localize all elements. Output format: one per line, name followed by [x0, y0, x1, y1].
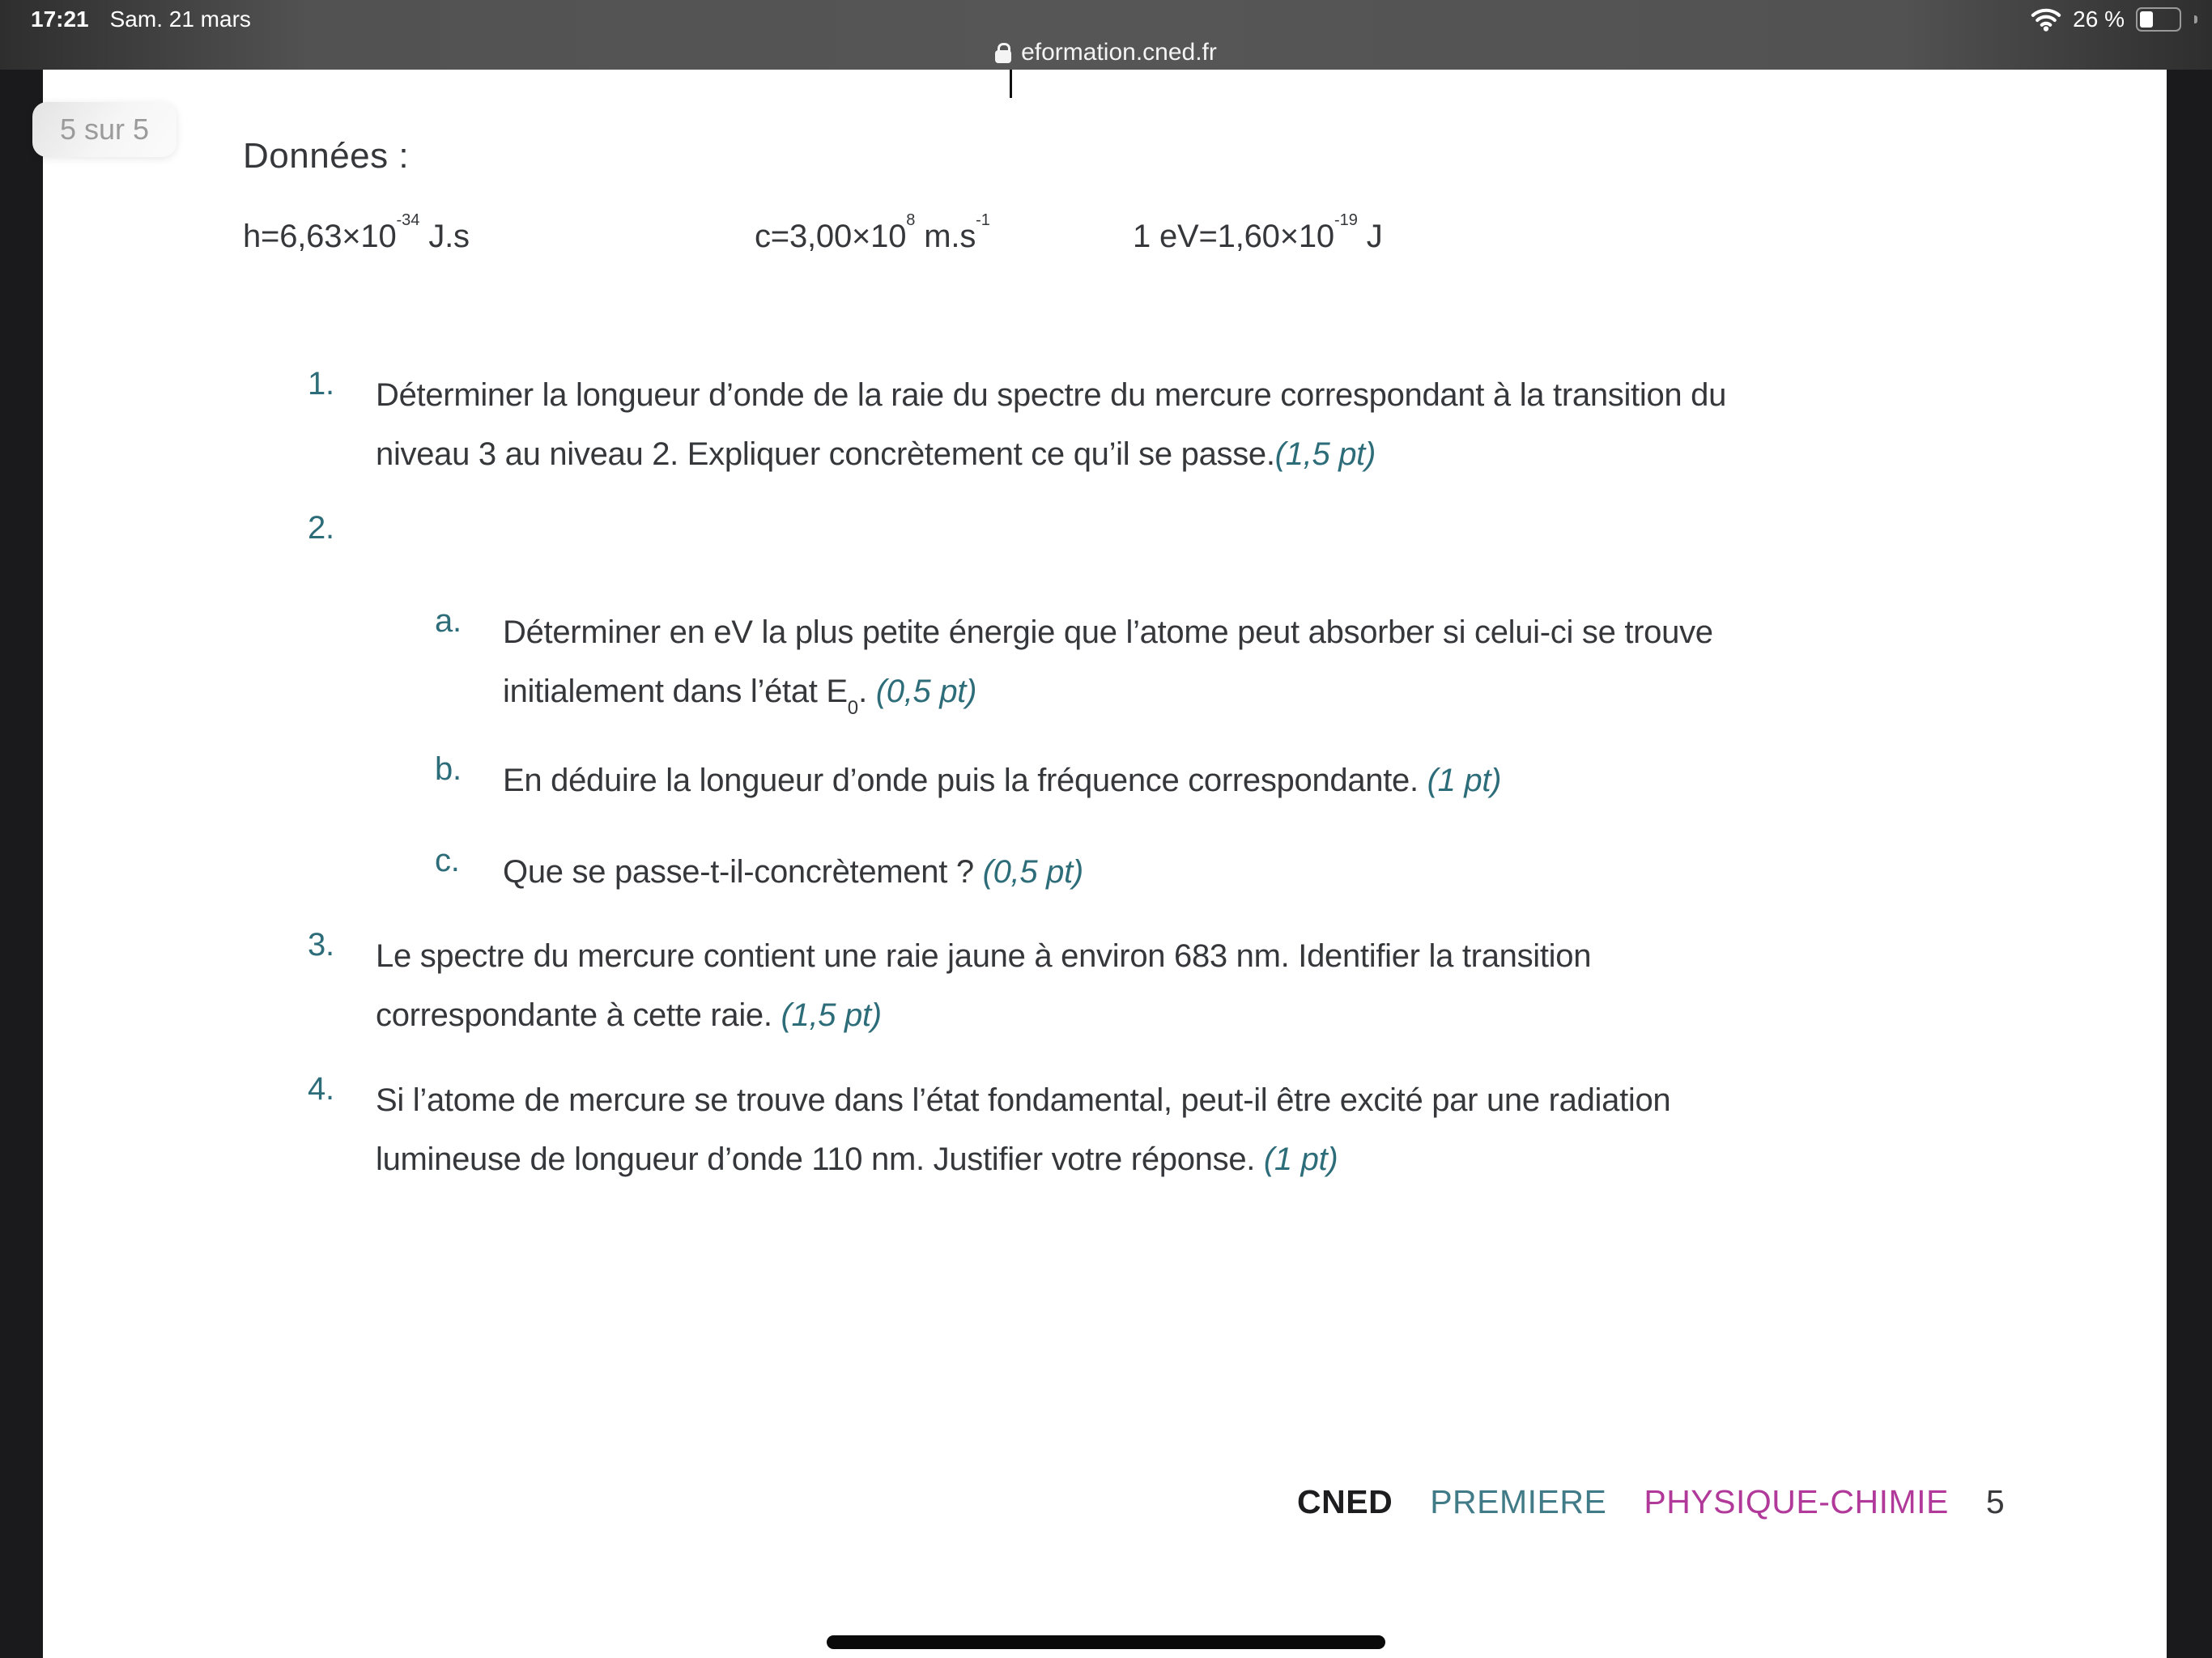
- left-letterbox: [0, 70, 43, 1658]
- date: Sam. 21 mars: [109, 6, 251, 32]
- lock-icon: [995, 50, 1011, 63]
- address-bar[interactable]: [0, 36, 2212, 70]
- battery-cap-icon: [2194, 15, 2197, 23]
- question-text: Le spectre du mercure contient une raie jaune à environ 683 nm. Identifier la transition correspondante à cette raie. (1,5 pt): [376, 938, 1592, 1033]
- question-2a: [435, 603, 1713, 733]
- battery-icon: [2136, 7, 2181, 32]
- question-1: [308, 366, 1726, 484]
- question-letter: c.: [435, 843, 460, 878]
- question-letter: b.: [435, 751, 462, 787]
- page-count-badge: [32, 102, 177, 157]
- clock: 17:21: [31, 6, 89, 32]
- data-heading: Données :: [243, 136, 410, 176]
- question-text: Que se passe-t-il-concrètement ? (0,5 pt): [503, 854, 1083, 890]
- battery-percent-label: 26 %: [2073, 6, 2125, 32]
- question-letter: a.: [435, 603, 462, 639]
- page-count-label: 5 sur 5: [60, 113, 150, 146]
- footer-brand: CNED: [1297, 1483, 1393, 1520]
- question-4: [308, 1071, 1670, 1189]
- footer-level: PREMIERE: [1430, 1483, 1607, 1520]
- constant-planck: $h=6,63\times 10^{-34}$ J.s: [243, 210, 470, 254]
- home-indicator[interactable]: [827, 1635, 1385, 1649]
- question-text: Si l’atome de mercure se trouve dans l’état fondamental, peut-il être excité par une radiation lumineuse de longueur d’onde 110 nm. Justifier votre réponse. (1 pt): [376, 1082, 1671, 1177]
- footer-subject: PHYSIQUE-CHIMIE: [1644, 1483, 1949, 1520]
- url-text: eformation.cned.fr: [1021, 39, 1217, 66]
- question-number: 1.: [308, 366, 334, 402]
- question-2c: [435, 843, 1083, 902]
- question-number: 4.: [308, 1071, 334, 1107]
- question-text: Déterminer la longueur d’onde de la raie du spectre du mercure correspondant à la transition du niveau 3 au niveau 2. Expliquer concrètement ce qu’il se passe.(1,5 pt): [376, 377, 1727, 472]
- question-2b: [435, 751, 1501, 810]
- document-footer: [1297, 1483, 2005, 1521]
- question-text: Déterminer en eV la plus petite énergie que l’atome peut absorber si celui-ci se trouve initialement dans l’état $E_0$. (0,5 pt): [503, 614, 1713, 719]
- question-text: En déduire la longueur d’onde puis la fréquence correspondante. (1 pt): [503, 763, 1502, 798]
- constant-electronvolt: 1 $eV=1,60\times 10^{-19}$ J: [1133, 210, 1383, 254]
- question-2: [308, 510, 376, 546]
- status-bar-left: [31, 6, 251, 32]
- constant-light-speed: $c=3,00\times 10^8$ $m.s^{-1}$: [755, 210, 990, 254]
- browser-chrome: [0, 0, 2212, 70]
- right-letterbox: [2167, 70, 2212, 1658]
- question-number: 3.: [308, 927, 334, 963]
- question-3: [308, 927, 1591, 1045]
- wifi-icon: [2031, 7, 2061, 32]
- footer-page-number: 5: [1985, 1483, 2006, 1520]
- question-number: 2.: [308, 510, 334, 546]
- status-bar-right: [2031, 6, 2197, 32]
